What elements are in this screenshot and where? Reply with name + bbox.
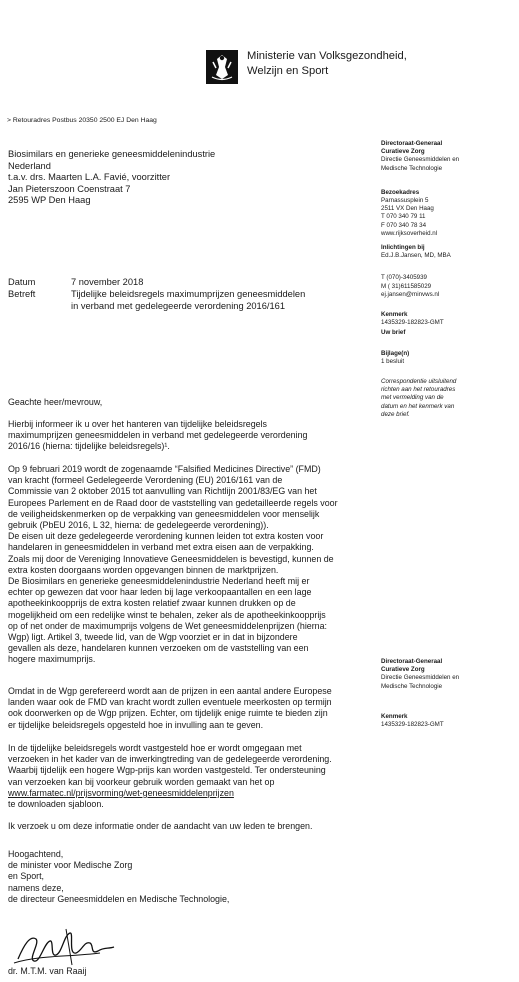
- paragraph-procedure: [8, 743, 332, 810]
- contact-line: M ( 31)611585029: [381, 282, 432, 290]
- closing-line: Hoogachtend,: [8, 849, 64, 859]
- closing: [8, 849, 229, 905]
- sidebar-dg2: Curatieve Zorg: [381, 666, 425, 674]
- text-line: echter op gewezen dat voor haar leden bij lage verkoopaantallen en een lage: [8, 587, 312, 598]
- text-line: landen waar ook de FMD van kracht wordt zullen eventuele meerkosten op termijn: [8, 697, 332, 708]
- contact-line: T (070)-3405939: [381, 274, 427, 282]
- uw-brief-heading: Uw brief: [381, 329, 406, 337]
- return-address: > Retouradres Postbus 20350 2500 EJ Den Haag: [7, 117, 157, 124]
- farmatec-link[interactable]: www.farmatec.nl/prijsvorming/wet-geneesmiddelenprijzen: [8, 787, 234, 798]
- note-line: Correspondentie uitsluitend: [381, 378, 457, 386]
- text-line: hogere maximumprijs.: [8, 654, 96, 665]
- visit-heading: Bezoekadres: [381, 188, 420, 196]
- text-line: te downloaden sjabloon.: [8, 799, 104, 810]
- text-line: De eisen uit deze gedelegeerde verordening kunnen leiden tot extra kosten voor: [8, 531, 324, 542]
- text-line: maximumprijzen geneesmiddelen in verband met gedelegeerde verordening: [8, 430, 308, 441]
- handwritten-signature: [10, 925, 130, 969]
- bijlagen-value: 1 besluit: [381, 357, 405, 365]
- sidebar-dg: Directoraat-Generaal: [381, 658, 443, 665]
- text-line: er tijdelijke beleidsregels opgesteld hoe in invulling aan te geven.: [8, 719, 264, 730]
- date-value: 7 november 2018: [71, 277, 144, 287]
- kenmerk-value: 1435329-182823-GMT: [381, 319, 444, 327]
- closing-line: de minister voor Medische Zorg: [8, 860, 133, 871]
- visit-line: F 070 340 78 34: [381, 221, 427, 229]
- text-line: ook doorwerken op de Wgp prijzen. Echter, om tijdelijk enige ruimte te bieden zijn: [8, 708, 328, 719]
- text-line: van kracht (formeel Gedelegeerde Verordening (EU) 2016/161 van de: [8, 475, 283, 486]
- rijksoverheid-logo: [206, 50, 238, 84]
- sidebar-dg: Directoraat-Generaal: [381, 140, 443, 147]
- contact-line: ej.jansen@minvws.nl: [381, 290, 440, 298]
- paragraph-request: Ik verzoek u om deze informatie onder de aandacht van uw leden te brengen.: [8, 821, 313, 831]
- text-line: gevallen als deze, handelaren kunnen verzoeken om de vaststelling van een: [8, 643, 309, 654]
- ministry-line: Welzijn en Sport: [247, 65, 329, 77]
- text-line: op of net onder de maximumprijs volgens de Wet geneesmiddelenprijzen (hierna:: [8, 620, 328, 631]
- text-line: Hierbij informeer ik u over het hanteren van tijdelijke beleidsregels: [8, 419, 267, 429]
- recipient-line: 2595 WP Den Haag: [8, 195, 91, 206]
- visit-line: Parnassusplein 5: [381, 197, 429, 205]
- paragraph-fmd: [8, 464, 338, 666]
- text-line: In de tijdelijke beleidsregels wordt vastgesteld hoe er wordt omgegaan met: [8, 743, 302, 753]
- date-label: Datum: [8, 277, 36, 287]
- text-line: Waarbij tijdelijk een hogere Wgp-prijs kan worden vastgesteld. Ter ondersteuning: [8, 765, 326, 776]
- note-line: met vermelding van de: [381, 394, 444, 402]
- text-line: van verzoeken kan bij voorkeur gebruik worden gemaakt van het op: [8, 776, 275, 787]
- recipient-line: Biosimilars en generieke geneesmiddelenindustrie: [8, 149, 216, 159]
- text-line: 2016/16 (hierna: tijdelijke beleidsregels)¹.: [8, 441, 170, 452]
- bijlagen-heading: Bijlage(n): [381, 349, 410, 357]
- text-line: Commissie van 2 oktober 2015 tot aanvulling van Richtlijn 2001/83/EG van het: [8, 486, 317, 497]
- note-line: datum en het kenmerk van: [381, 402, 455, 410]
- kenmerk-value: 1435329-182823-GMT: [381, 721, 444, 729]
- text-line: Europees Parlement en de Raad door de vaststelling van gedetailleerde regels voor: [8, 497, 338, 508]
- text-line: gebruik (PbEU 2016, L 32, hierna: de gedelegeerde verordening)).: [8, 520, 269, 531]
- sidebar-dept: Medische Technologie: [381, 682, 443, 690]
- paragraph-intro: [8, 419, 307, 453]
- text-line: Op 9 februari 2019 wordt de zogenaamde “Falsified Medicines Directive” (FMD): [8, 464, 321, 474]
- closing-line: namens deze,: [8, 882, 64, 893]
- subject-line: in verband met gedelegeerde verordening 2016/161: [71, 301, 285, 311]
- ministry-name: [247, 49, 407, 79]
- letter-meta: [8, 277, 338, 317]
- kenmerk-heading: Kenmerk: [381, 712, 408, 720]
- kenmerk-heading: Kenmerk: [381, 311, 408, 319]
- salutation: Geachte heer/mevrouw,: [8, 397, 103, 407]
- text-line: Omdat in de Wgp gerefereerd wordt aan de prijzen in een aantal andere Europese: [8, 686, 332, 696]
- recipient-line: Nederland: [8, 160, 51, 171]
- text-line: De Biosimilars en generieke geneesmiddelenindustrie Nederland heeft mij er: [8, 576, 310, 587]
- subject-line: Tijdelijke beleidsregels maximumprijzen geneesmiddelen: [71, 289, 306, 299]
- note-line: deze brief.: [381, 410, 410, 418]
- sidebar-dg2: Curatieve Zorg: [381, 148, 425, 156]
- sidebar-info-repeat: [381, 658, 516, 729]
- coat-of-arms-icon: [206, 50, 238, 84]
- ministry-line: Ministerie van Volksgezondheid,: [247, 50, 407, 62]
- sidebar-dept: Directie Geneesmiddelen en: [381, 674, 460, 682]
- sidebar-info: [381, 140, 516, 419]
- sidebar-dept: Medische Technologie: [381, 164, 443, 172]
- note-line: richten aan het retouradres: [381, 386, 456, 394]
- text-line: Wgp) ligt. Artikel 3, tweede lid, van de Wgp voorziet er in dat in bijzondere: [8, 632, 298, 643]
- visit-line: 2511 VX Den Haag: [381, 205, 434, 213]
- text-line: Zoals mij door de Vereniging Innovatieve Geneesmiddelen is bevestigd, kunnen de: [8, 553, 334, 564]
- info-heading: Inlichtingen bij: [381, 244, 425, 252]
- text-line: mogelijkheid om een redelijke winst te behalen, zeker als de apotheekinkoopprijs: [8, 609, 326, 620]
- signatory-name: dr. M.T.M. van Raaij: [8, 966, 87, 976]
- recipient-address: [8, 149, 215, 207]
- text-line: apotheekinkoopprijs de extra kosten relatief zwaar kunnen drukken op de: [8, 598, 296, 609]
- closing-line: en Sport,: [8, 871, 45, 882]
- subject-label: Betreft: [8, 289, 36, 299]
- closing-line: de directeur Geneesmiddelen en Medische Technologie,: [8, 893, 230, 904]
- recipient-line: t.a.v. drs. Maarten L.A. Favié, voorzitter: [8, 172, 171, 183]
- recipient-line: Jan Pieterszoon Coenstraat 7: [8, 183, 131, 194]
- visit-line: T 070 340 79 11: [381, 213, 426, 221]
- sidebar-dept: Directie Geneesmiddelen en: [381, 156, 460, 164]
- text-line: verzoeken in het kader van de inwerkingtreding van de gedelegeerde verordening.: [8, 754, 332, 765]
- info-name: Ed.J.B.Jansen, MD, MBA: [381, 252, 451, 260]
- text-line: extra kosten doorgaans worden opgevangen binnen de marktprijzen.: [8, 564, 279, 575]
- paragraph-wgp: [8, 686, 332, 731]
- visit-line: www.rijksoverheid.nl: [381, 229, 438, 237]
- text-line: de veiligheidskenmerken op de verpakking van geneesmiddelen voor menselijk: [8, 508, 320, 519]
- text-line: handelaren in geneesmiddelen in verband met extra eisen aan de verpakking.: [8, 542, 314, 553]
